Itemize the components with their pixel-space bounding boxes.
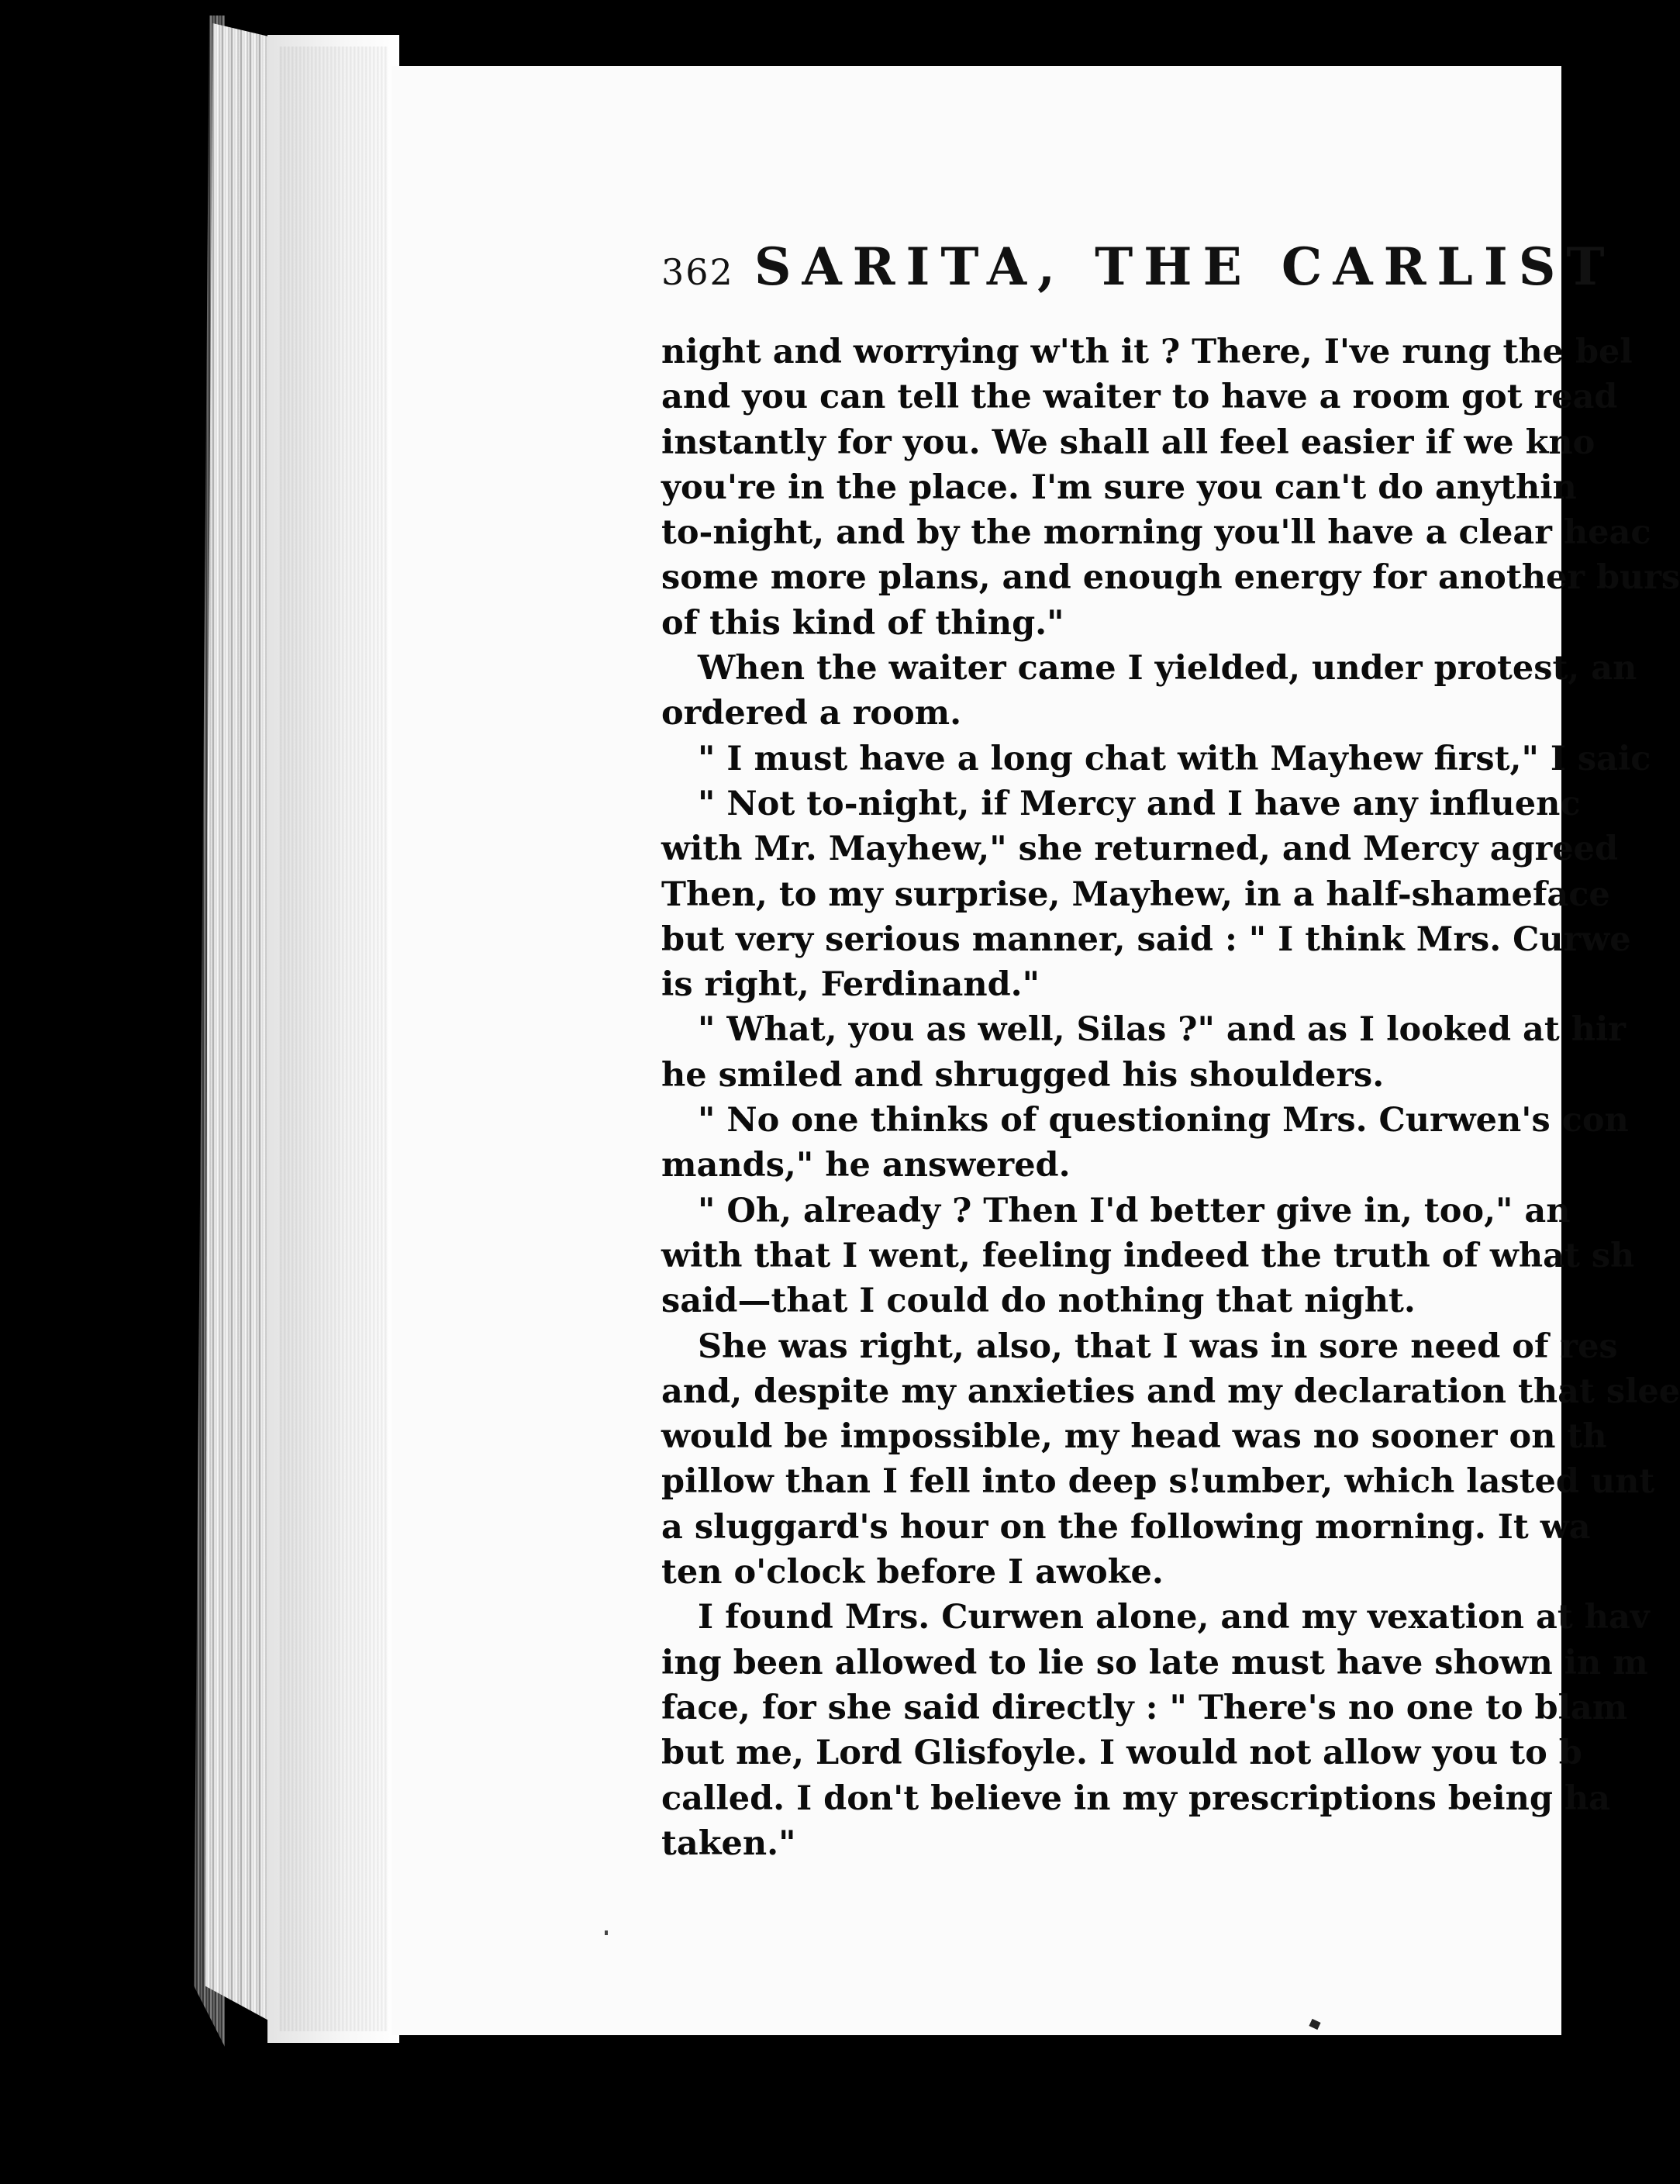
text-line: and, despite my anxieties and my declaration that slee	[661, 1371, 1680, 1411]
text-line: instantly for you. We shall all feel easier if we kno	[661, 423, 1595, 462]
page-inner-edge-texture	[279, 47, 388, 2031]
text-line: but me, Lord Glisfoyle. I would not allow you to b	[661, 1734, 1582, 1773]
text-line: and you can tell the waiter to have a room got read	[661, 378, 1618, 417]
text-line: he smiled and shrugged his shoulders.	[661, 1055, 1385, 1095]
text-line: Then, to my surprise, Mayhew, in a half-shameface	[661, 875, 1610, 914]
text-line: ten o'clock before I awoke.	[661, 1553, 1164, 1592]
text-line: ing been allowed to lie so late must have shown in m	[661, 1643, 1648, 1682]
text-line: a sluggard's hour on the following morning. It wa	[661, 1507, 1591, 1547]
text-line: of this kind of thing."	[661, 603, 1064, 643]
text-line: " Oh, already ? Then I'd better give in, too," an	[698, 1191, 1571, 1230]
text-line: I found Mrs. Curwen alone, and my vexation at hav	[698, 1598, 1650, 1637]
text-line: " No one thinks of questioning Mrs. Curwen's con	[698, 1101, 1629, 1140]
text-line: mands," he answered.	[661, 1146, 1071, 1185]
text-line: to-night, and by the morning you'll have a clear heac	[661, 513, 1651, 553]
text-line: would be impossible, my head was no sooner on th	[661, 1417, 1607, 1457]
text-line: pillow than I fell into deep s!umber, which lasted unt	[661, 1462, 1655, 1502]
running-head	[661, 236, 1616, 297]
text-line: " Not to-night, if Mercy and I have any influenc	[698, 784, 1581, 823]
text-line: She was right, also, that I was in sore need of res	[698, 1327, 1618, 1366]
text-line: you're in the place. I'm sure you can't do anythin	[661, 468, 1577, 507]
text-line: is right, Ferdinand."	[661, 965, 1040, 1005]
text-line: taken."	[661, 1823, 796, 1863]
scan-speck	[605, 1930, 608, 1935]
text-line: night and worrying w'th it ? There, I've rung the bel	[661, 333, 1633, 371]
text-line: some more plans, and enough energy for another burs	[661, 558, 1680, 598]
text-line: with that I went, feeling indeed the truth of what sh	[661, 1236, 1635, 1275]
text-line: face, for she said directly : " There's no one to blam	[661, 1688, 1628, 1727]
body-text	[661, 329, 1680, 1866]
text-line: " What, you as well, Silas ?" and as I looked at hir	[698, 1010, 1626, 1050]
text-line: but very serious manner, said : " I think Mrs. Curwe	[661, 919, 1631, 959]
text-line: called. I don't believe in my prescriptions being ha	[661, 1779, 1610, 1818]
text-line: " I must have a long chat with Mayhew first," I saic	[698, 739, 1651, 778]
text-line: said—that I could do nothing that night.	[661, 1282, 1416, 1321]
text-line: ordered a room.	[661, 694, 962, 733]
running-title: SARITA, THE CARLIST	[754, 236, 1616, 297]
page-number: 362	[661, 251, 734, 293]
text-line: When the waiter came I yielded, under protest, an	[698, 649, 1637, 688]
text-line: with Mr. Mayhew," she returned, and Mercy agreed	[661, 830, 1619, 869]
